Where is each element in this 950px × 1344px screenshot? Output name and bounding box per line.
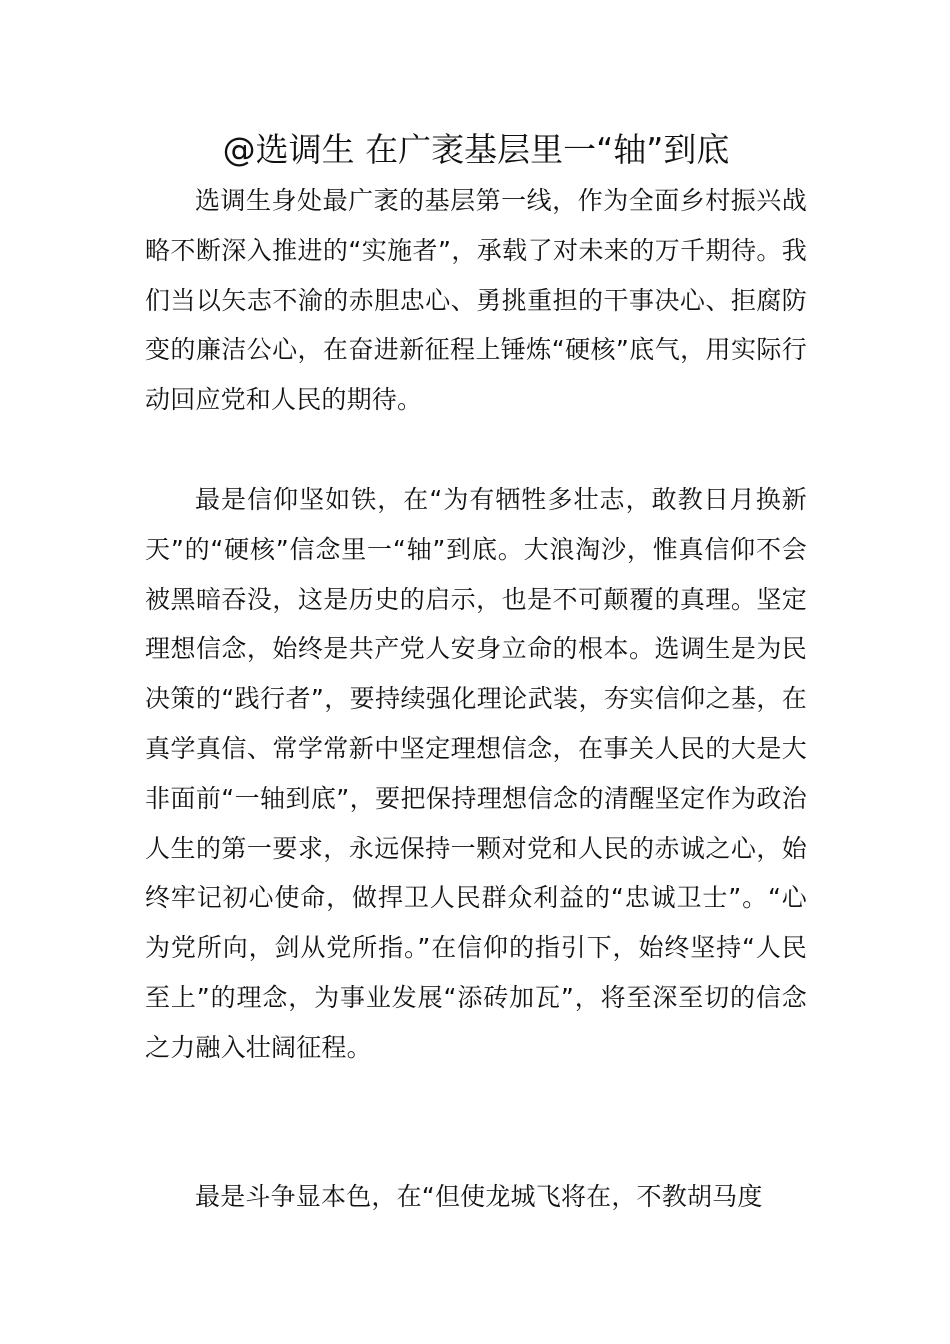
document-title: @选调生 在广袤基层里一“轴”到底	[222, 130, 730, 169]
paragraph-struggle: 最是斗争显本色，在“但使龙城飞将在，不教胡马度	[195, 1182, 763, 1211]
paragraph-faith: 最是信仰坚如铁，在“为有牺牲多壮志，敢教日月换新天”的“硬核”信念里一“轴”到底。大浪淘沙，惟真信仰不会被黑暗吞没，这是历史的启示，也是不可颠覆的真理。坚定理想信念，始终是共产党人安身立命的根本。选调生是为民决策的“践行者”，要持续强化理论武装，夯实信仰之基，在真学真信、常学常新中坚定理想信念，在事关人民的大是大非面前“一轴到底”，要把保持理想信念的清醒坚定作为政治人生的第一要求，永远保持一颗对党和人民的赤诚之心，始终牢记初心使命，做捍卫人民群众利益的“忠诚卫士”。“心为党所向，剑从党所指。”在信仰的指引下，始终坚持“人民至上”的理念，为事业发展“添砖加瓦”，将至深至切的信念之力融入壮阔征程。	[145, 485, 807, 1062]
paragraph-intro: 选调生身处最广袤的基层第一线，作为全面乡村振兴战略不断深入推进的“实施者”，承载了对未来的万千期待。我们当以矢志不渝的赤胆忠心、勇挑重担的干事决心、拒腐防变的廉洁公心，在奋进新征程上锤炼“硬核”底气，用实际行动回应党和人民的期待。	[145, 186, 807, 415]
